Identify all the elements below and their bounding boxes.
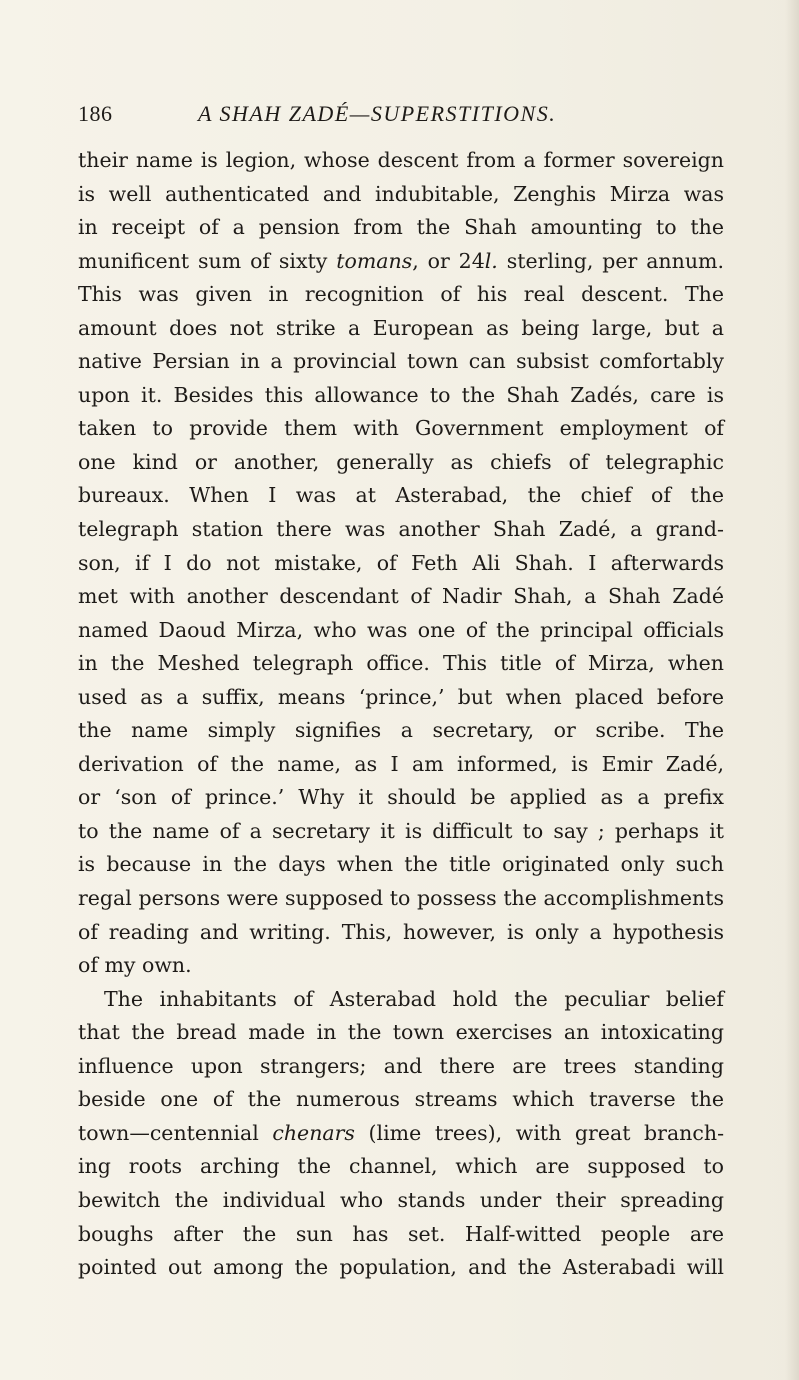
text-line: ing roots arching the channel, which are supposed to: [78, 1154, 724, 1179]
text-line: named Daoud Mirza, who was one of the principal officials: [78, 617, 724, 642]
text-line: their name is legion, whose descent from a former sovereign: [78, 148, 724, 172]
text-line: derivation of the name, as I am informed, is Emir Zadé,: [78, 751, 724, 776]
text-line: bureaux. When I was at Asterabad, the chief of the: [78, 483, 724, 508]
text-line: the name simply signifies a secretary, or scribe. The: [78, 718, 724, 743]
text-line: son, if I do not mistake, of Feth Ali Shah. I afterwards: [78, 550, 724, 575]
text-line-with-italics: [78, 245, 724, 279]
text-line: telegraph station there was another Shah Zadé, a grand-: [78, 517, 724, 542]
text-segment: munificent sum of sixty: [78, 248, 337, 273]
text-line: upon it. Besides this allowance to the Shah Zadés, care is: [78, 382, 724, 407]
text-line: regal persons were supposed to possess the accomplishments: [78, 886, 724, 911]
text-segment: town—centennial: [78, 1120, 273, 1145]
text-segment: , or 24: [412, 248, 485, 273]
running-head: [78, 96, 724, 132]
text-line: This was given in recognition of his real descent. The: [78, 282, 724, 307]
text-line: boughs after the sun has set. Half-witted people are: [78, 1221, 724, 1246]
text-line: used as a suffix, means ‘prince,’ but when placed before: [78, 684, 724, 709]
running-title: A SHAH ZADÉ—SUPERSTITIONS.: [198, 101, 557, 126]
text-line: amount does not strike a European as being large, but a: [78, 315, 724, 340]
italic-word-tomans: tomans: [336, 248, 413, 273]
italic-word-chenars: chenars: [272, 1120, 355, 1145]
text-line: pointed out among the population, and the Asterabadi will: [78, 1255, 724, 1280]
body-text: [78, 144, 724, 1285]
paragraph-end-line: of my own.: [78, 953, 192, 978]
text-line: influence upon strangers; and there are trees standing: [78, 1053, 724, 1078]
paragraph-start-line: The inhabitants of Asterabad hold the peculiar belief: [104, 986, 724, 1011]
text-line: that the bread made in the town exercises an intoxicating: [78, 1020, 724, 1045]
page-number: 186: [78, 101, 113, 126]
text-line: taken to provide them with Government employment of: [78, 416, 724, 441]
text-line: in receipt of a pension from the Shah amounting to the: [78, 215, 724, 240]
text-line: or ‘son of prince.’ Why it should be applied as a prefix: [78, 785, 724, 810]
page-edge-shadow: [785, 0, 799, 1380]
text-line: native Persian in a provincial town can subsist comfortably: [78, 349, 724, 374]
text-line: to the name of a secretary it is difficult to say ; perhaps it: [78, 818, 724, 843]
text-line: met with another descendant of Nadir Shah, a Shah Zadé: [78, 584, 724, 609]
text-line: in the Meshed telegraph office. This title of Mirza, when: [78, 651, 724, 676]
text-line: beside one of the numerous streams which traverse the: [78, 1087, 724, 1112]
italic-abbrev-pounds: l.: [484, 248, 498, 273]
text-line: of reading and writing. This, however, is only a hypothesis: [78, 919, 724, 944]
text-line: bewitch the individual who stands under their spreading: [78, 1187, 724, 1212]
text-line: one kind or another, generally as chiefs of telegraphic: [78, 449, 724, 474]
text-segment: sterling, per annum.: [497, 248, 724, 273]
text-segment: (lime trees), with great branch-: [354, 1120, 724, 1145]
text-line-with-italics: [78, 1117, 724, 1151]
text-line: is because in the days when the title originated only such: [78, 852, 724, 877]
text-line: is well authenticated and indubitable, Zenghis Mirza was: [78, 181, 724, 206]
